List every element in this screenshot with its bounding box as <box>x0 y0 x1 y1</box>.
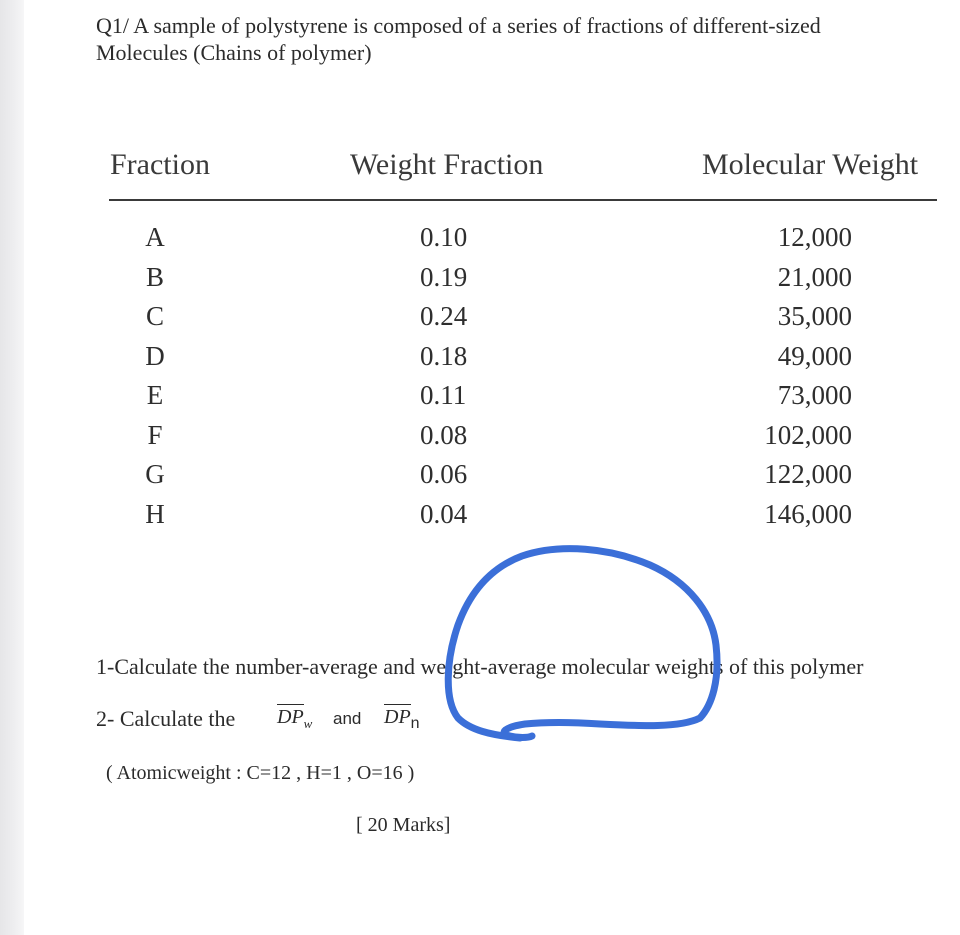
table-row <box>0 459 960 499</box>
cell-fraction: E <box>146 380 164 410</box>
table-row <box>0 222 960 262</box>
dp-n-symbol <box>384 706 420 733</box>
header-weight-fraction: Weight Fraction <box>350 148 544 181</box>
cell-molecular-weight: 146,000 <box>764 498 852 529</box>
dp-n-subscript: n <box>410 715 420 732</box>
cell-fraction: F <box>147 419 163 450</box>
table-row <box>0 499 960 539</box>
cell-fraction: D <box>145 340 165 371</box>
table-row <box>0 341 960 381</box>
cell-weight-fraction: 0.10 <box>420 222 468 252</box>
cell-weight-fraction: 0.06 <box>420 459 468 489</box>
cell-molecular-weight: 21,000 <box>777 261 852 292</box>
cell-weight-fraction: 0.08 <box>420 419 468 450</box>
question-line-1: Q1/ A sample of polystyrene is composed of a series of fractions of different-sized <box>96 13 821 38</box>
cell-weight-fraction: 0.19 <box>420 261 468 292</box>
question-text <box>96 12 821 66</box>
table-header-rule <box>109 199 937 201</box>
data-table-body <box>0 222 960 538</box>
table-row <box>0 380 960 420</box>
question-line-2: Molecules (Chains of polymer) <box>96 40 372 65</box>
cell-fraction: A <box>145 222 165 252</box>
header-molecular-weight: Molecular Weight <box>702 148 919 181</box>
cell-molecular-weight: 12,000 <box>777 222 852 252</box>
cell-molecular-weight: 49,000 <box>777 340 852 371</box>
atomic-weights-note: ( Atomicweight : C=12 , H=1 , O=16 ) <box>106 762 415 784</box>
cell-fraction: B <box>145 261 164 292</box>
cell-molecular-weight: 122,000 <box>764 459 852 489</box>
table-row <box>0 262 960 302</box>
task-2-prefix: 2- Calculate the <box>96 706 236 731</box>
cell-weight-fraction: 0.11 <box>420 380 467 410</box>
dp-n-base: DP <box>384 706 411 728</box>
marks-label: [ 20 Marks] <box>356 814 451 836</box>
header-fraction: Fraction <box>110 148 210 181</box>
cell-fraction: C <box>145 301 164 331</box>
cell-molecular-weight: 35,000 <box>777 301 852 331</box>
task-1-text: 1-Calculate the number-average and weight-average molecular weights of this polymer <box>96 654 864 679</box>
table-row <box>0 301 960 341</box>
cell-weight-fraction: 0.04 <box>420 498 468 529</box>
dp-w-subscript: w <box>303 716 313 731</box>
cell-fraction: G <box>145 459 165 489</box>
cell-weight-fraction: 0.24 <box>420 301 468 331</box>
cell-fraction: H <box>145 498 165 529</box>
cell-molecular-weight: 73,000 <box>777 380 852 410</box>
cell-weight-fraction: 0.18 <box>420 340 468 371</box>
cell-molecular-weight: 102,000 <box>764 419 852 450</box>
dp-w-symbol <box>277 706 312 732</box>
and-connector: and <box>333 709 362 728</box>
dp-w-base: DP <box>277 706 304 728</box>
table-row <box>0 420 960 460</box>
